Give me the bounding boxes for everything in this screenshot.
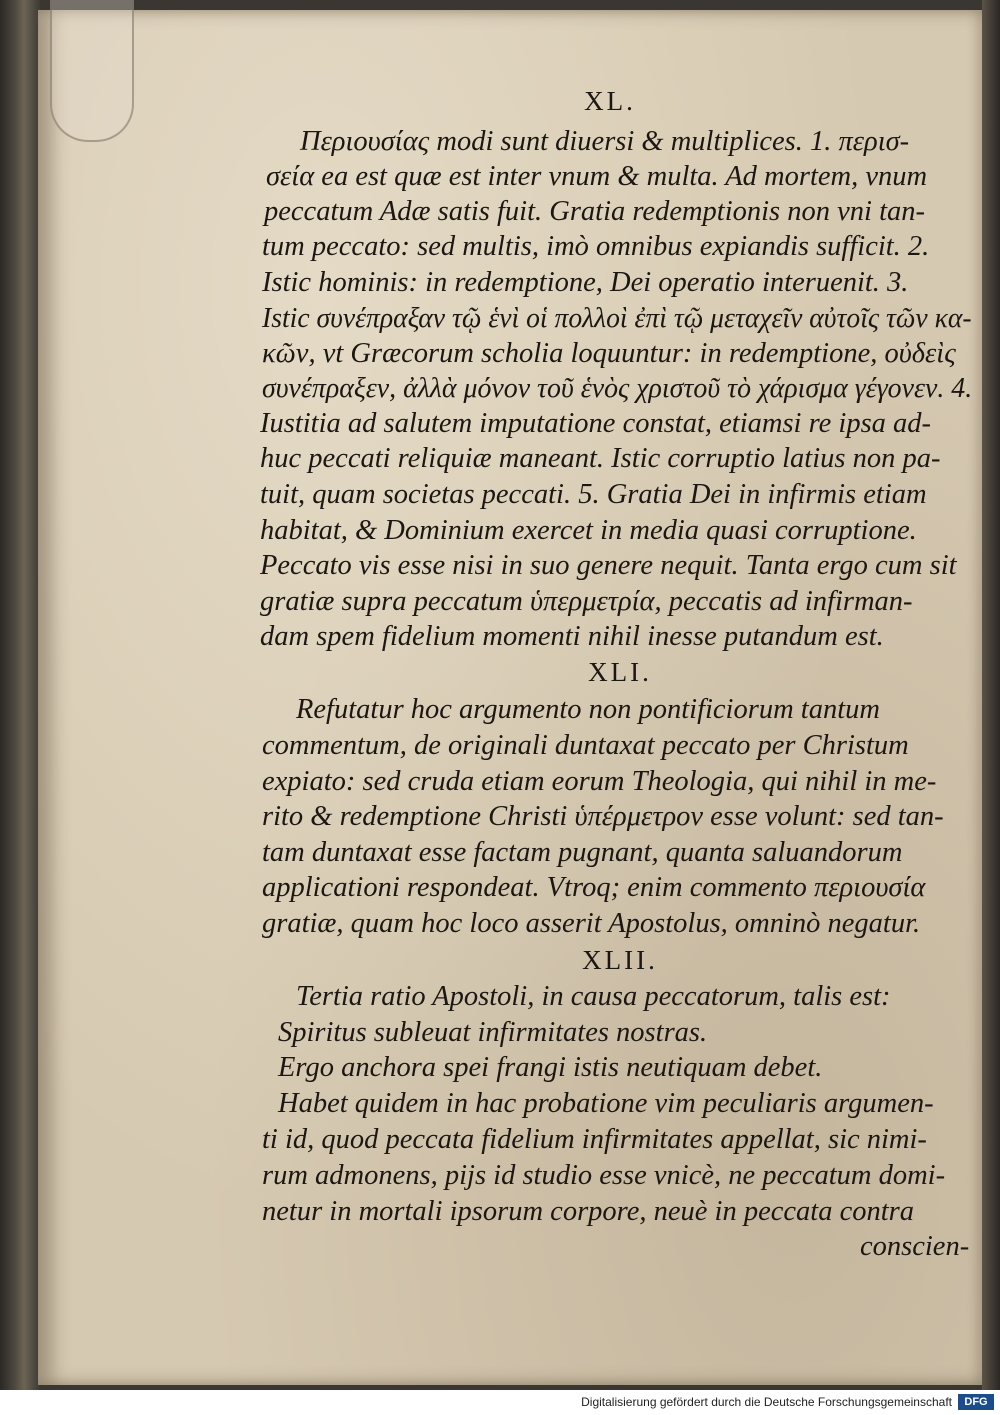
catchword: conscien- [860,1231,970,1262]
text-line: gratiæ, quam hoc loco asserit Apostolus, omninò negatur. [262,908,921,939]
dfg-logo: DFG [958,1394,994,1410]
text-line: dam spem fidelium momenti nihil inesse putandum est. [260,621,884,652]
footer-bar [0,1390,1000,1415]
text-line: κῶν, vt Græcorum scholia loquuntur: in redemptione, οὐδεὶς [262,338,956,369]
text-line: applicationi respondeat. Vtroq; enim commento περιουσία [262,872,926,903]
text-line: netur in mortali ipsorum corpore, neuè in peccata contra [262,1196,914,1227]
text-line: Περιουσίας modi sunt diuersi & multiplices. 1. περισ- [300,126,910,157]
section-heading-xl: XL. [584,86,636,116]
text-line: Peccato vis esse nisi in suo genere nequit. Tanta ergo cum sit [260,550,957,581]
text-line: Refutatur hoc argumento non pontificiorum tantum [296,694,880,725]
text-line: rum admonens, pijs id studio esse vnicè, ne peccatum domi- [262,1160,946,1191]
text-line: Spiritus subleuat infirmitates nostras. [278,1017,708,1048]
text-line: tum peccato: sed multis, imò omnibus expiandis sufficit. 2. [262,231,930,262]
text-line: Iustitia ad salutem imputatione constat, etiamsi re ipsa ad- [260,408,932,439]
text-line: ti id, quod peccata fidelium infirmitates appellat, sic nimi- [262,1124,927,1155]
text-line: commentum, de originali duntaxat peccato per Christum [262,730,909,761]
section-heading-xlii: XLII. [582,945,658,975]
funding-credit: Digitalisierung gefördert durch die Deutsche Forschungsgemeinschaft [581,1395,952,1409]
text-line: habitat, & Dominium exercet in media quasi corruptione. [260,515,917,546]
text-line: tuit, quam societas peccati. 5. Gratia Dei in infirmis etiam [260,479,927,510]
text-line: συνέπραξεν, ἀλλὰ μόνον τοῦ ἑνὸς χριστοῦ τὸ χάρισμα γέγονεν. 4. [262,373,973,404]
text-line: Istic συνέπραξαν τῷ ἑνὶ οἱ πολλοὶ ἐπὶ τῷ μεταχεῖν αὐτοῖς τῶν κα- [262,303,972,334]
text-line: Ergo anchora spei frangi istis neutiquam debet. [278,1052,823,1083]
text-line: Habet quidem in hac probatione vim peculiaris argumen- [278,1088,934,1119]
text-line: tam duntaxat esse factam pugnant, quanta saluandorum [262,837,903,868]
text-line: rito & redemptione Christi ὑπέρμετρον esse volunt: sed tan- [262,801,944,832]
text-line: gratiæ supra peccatum ὑπερμετρία, peccatis ad infirman- [260,586,913,617]
text-line: peccatum Adæ satis fuit. Gratia redemptionis non vni tan- [264,196,925,227]
text-line: expiato: sed cruda etiam eorum Theologia, qui nihil in me- [262,766,937,797]
text-line: Tertia ratio Apostoli, in causa peccatorum, talis est: [296,981,891,1012]
section-heading-xli: XLI. [588,657,652,687]
text-line: huc peccati reliquiæ maneant. Istic corruptio latius non pa- [260,443,941,474]
text-line: σεία ea est quæ est inter vnum & multa. Ad mortem, vnum [266,161,928,192]
text-line: Istic hominis: in redemptione, Dei operatio interuenit. 3. [262,267,909,298]
